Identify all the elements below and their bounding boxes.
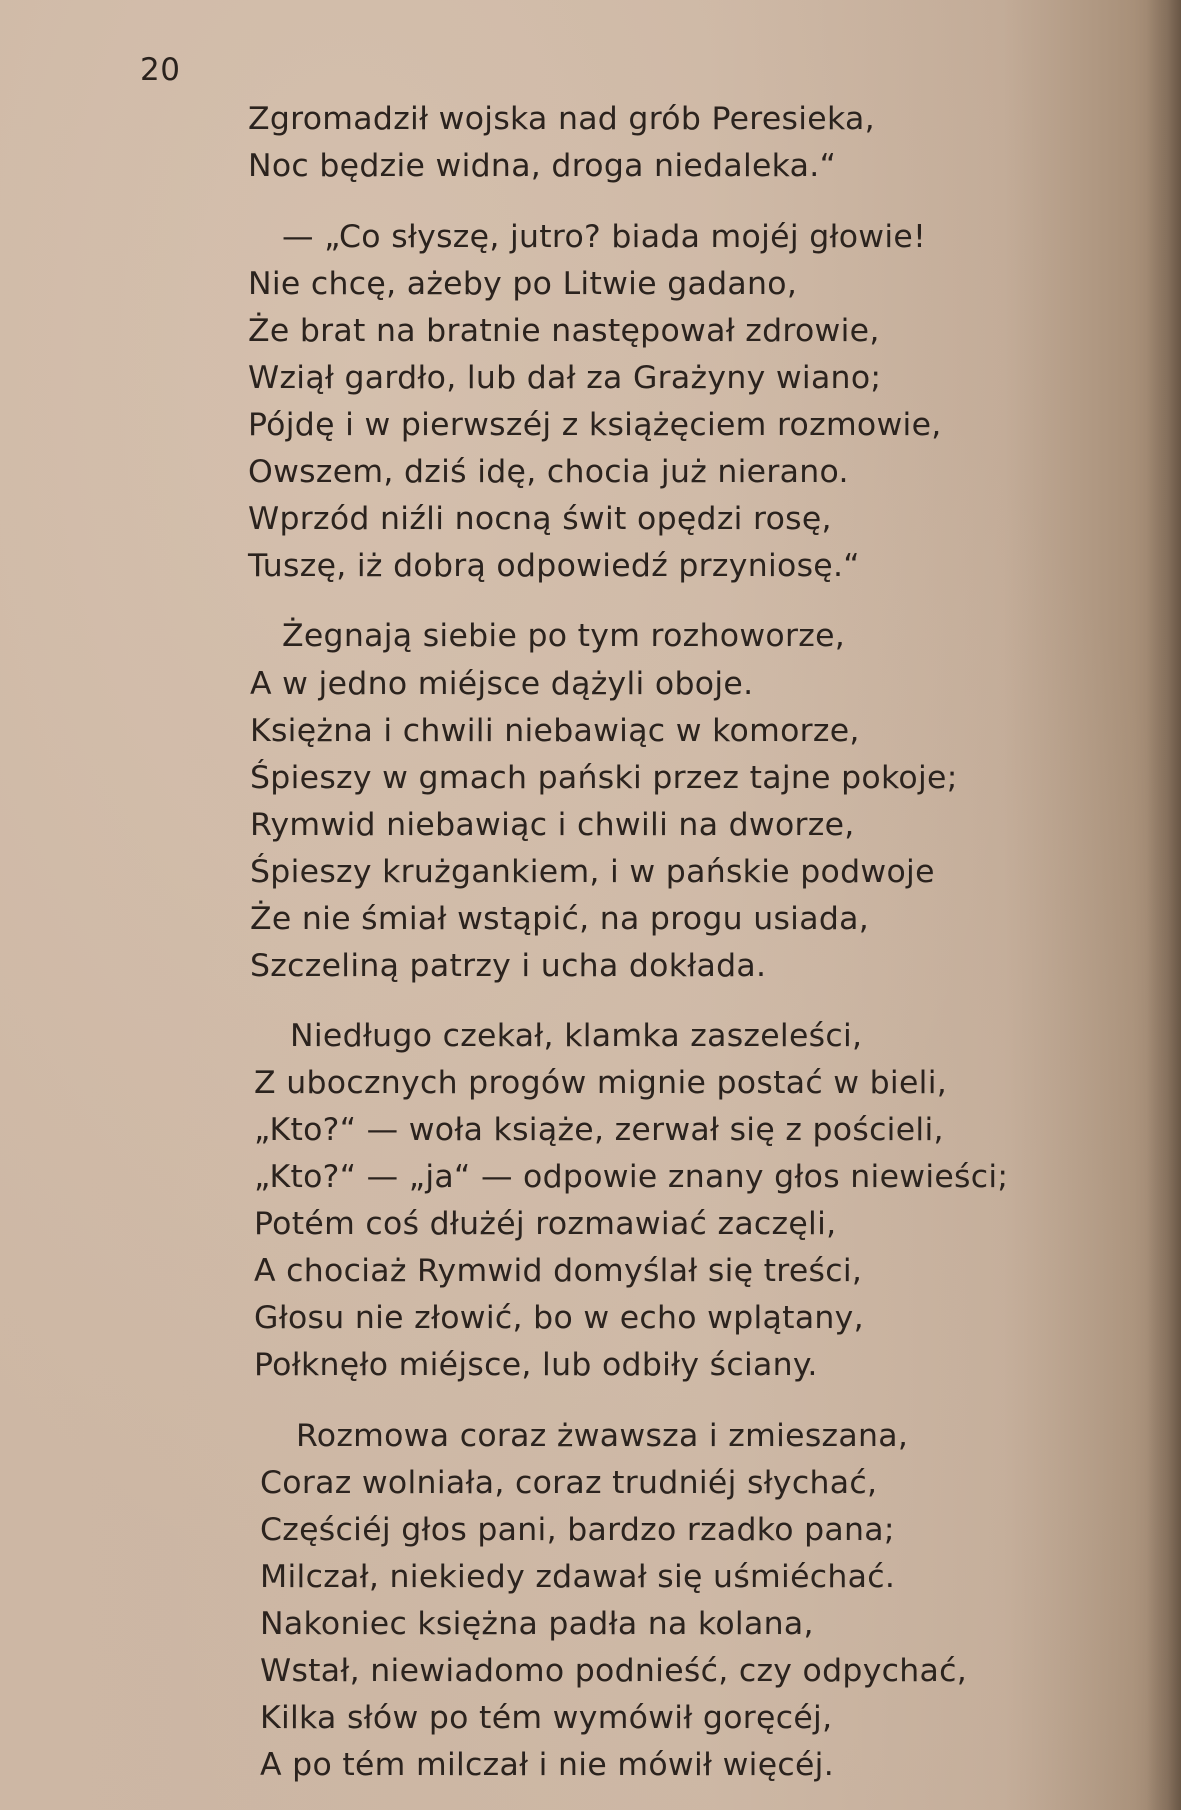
verse-line: A po tém milczał i nie mówił więcéj. (260, 1747, 835, 1783)
verse-line: Żegnają siebie po tym rozhoworze, (282, 618, 846, 654)
verse-line: Tuszę, iż dobrą odpowiedź przyniosę.“ (248, 548, 860, 584)
verse-line: Rozmowa coraz żwawsza i zmieszana, (296, 1418, 909, 1454)
verse-line: Księżna i chwili niebawiąc w komorze, (250, 713, 860, 749)
verse-line: „Kto?“ — „ja“ — odpowie znany głos niewieści; (254, 1159, 1009, 1195)
verse-line: Częściéj głos pani, bardzo rzadko pana; (260, 1512, 895, 1548)
verse-line: Wstał, niewiadomo podnieść, czy odpychać, (260, 1653, 968, 1689)
verse-line: Milczał, niekiedy zdawał się uśmiéchać. (260, 1559, 896, 1595)
verse-line: Głosu nie złowić, bo w echo wplątany, (254, 1300, 864, 1336)
verse-line: Że nie śmiał wstąpić, na progu usiada, (250, 901, 870, 937)
verse-line: Owszem, dziś idę, chocia już nierano. (248, 454, 849, 490)
verse-line: Wprzód niźli nocną świt opędzi rosę, (248, 501, 832, 537)
verse-line: Pójdę i w pierwszéj z książęciem rozmowie, (248, 407, 942, 443)
verse-line: Z ubocznych progów mignie postać w bieli, (254, 1065, 948, 1101)
page-number: 20 (140, 52, 181, 88)
verse-line: Że brat na bratnie następował zdrowie, (248, 313, 880, 349)
verse-line: Zgromadził wojska nad grób Peresieka, (248, 101, 875, 137)
verse-line: Kilka słów po tém wymówił goręcéj, (260, 1700, 833, 1736)
verse-line: Niedługo czekał, klamka zaszeleści, (290, 1018, 863, 1054)
page-edge-shadow (1147, 0, 1181, 1810)
verse-line: Połknęło miéjsce, lub odbiły ściany. (254, 1347, 818, 1383)
verse-line: „Kto?“ — woła książe, zerwał się z pościeli, (254, 1112, 944, 1148)
verse-line: Szczeliną patrzy i ucha dokłada. (250, 948, 767, 984)
verse-line: Potém coś dłużéj rozmawiać zaczęli, (254, 1206, 837, 1242)
verse-line: A w jedno miéjsce dążyli oboje. (250, 666, 754, 702)
verse-line: A chociaż Rymwid domyślał się treści, (254, 1253, 863, 1289)
verse-line: Rymwid niebawiąc i chwili na dworze, (250, 807, 855, 843)
verse-line: Śpieszy krużgankiem, i w pańskie podwoje (250, 854, 935, 890)
verse-line: Coraz wolniała, coraz trudniéj słychać, (260, 1465, 878, 1501)
verse-line: Nakoniec księżna padła na kolana, (260, 1606, 814, 1642)
verse-line: Nie chcę, ażeby po Litwie gadano, (248, 266, 798, 302)
verse-line: Noc będzie widna, droga niedaleka.“ (248, 148, 837, 184)
verse-line: Wziął gardło, lub dał za Grażyny wiano; (248, 360, 882, 396)
verse-line: Śpieszy w gmach pański przez tajne pokoje; (250, 760, 958, 796)
verse-line: — „Co słyszę, jutro? biada mojéj głowie! (282, 219, 927, 255)
